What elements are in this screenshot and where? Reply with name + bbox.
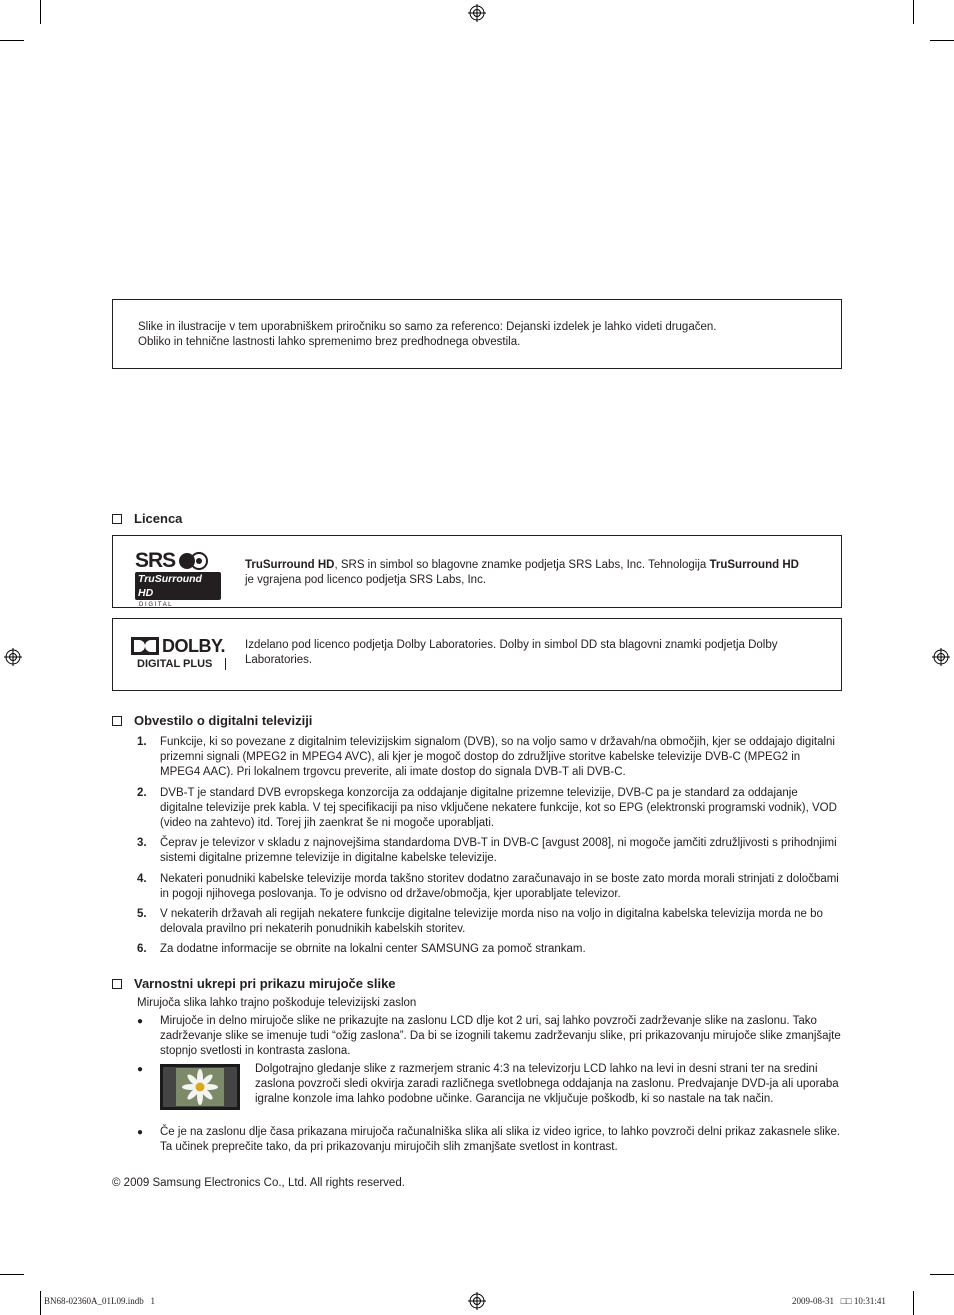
dolby-dd-icon (131, 637, 159, 655)
dolby-digital-plus-text: DIGITAL PLUS (131, 658, 226, 670)
bullet-item-1 (137, 1014, 842, 1060)
bullet-3-text: Če je na zaslonu dlje časa prikazana mirujoča računalniška slika ali slika iz video igrice, to lahko povzroči delni prikaz zakasnele slike. Ta učinek preprečite tako, da pri prikazovanju mirujočih slih zmanjšate svetlost in kontrast. (160, 1126, 841, 1154)
registration-mark-icon (4, 648, 22, 666)
registration-mark-icon (468, 4, 486, 22)
footer-file-name: BN68-02360A_01L09.indb 1 (44, 1296, 155, 1306)
crop-mark (40, 0, 41, 24)
bullet-dot: ● (137, 1016, 144, 1027)
crop-mark (0, 1274, 24, 1275)
crop-mark (930, 1274, 954, 1275)
bullet-item-3 (137, 1125, 842, 1157)
srs-text-a: , SRS in simbol so blagovne znamke podjetja SRS Labs, Inc. Tehnologija (334, 559, 710, 571)
footer-timestamp: 2009-08-31 □□ 10:31:41 (792, 1296, 886, 1306)
srs-license-text (245, 558, 835, 588)
license-heading (112, 511, 182, 526)
bullet-2-text: Dolgotrajno gledanje slike z razmerjem stranic 4:3 na televizorju LCD lahko na levi in desni strani ter na sredini zaslona povzroči sledi okvirja zaradi različnega svetlobnega oddajanja na zaslonu. Predvajanje DVD-ja ali uporaba igralne konzole ima lahko podobne učinke. Garancija ne vključuje poškodb, ki so nastale na tak način. (255, 1063, 839, 1106)
dolby-logo (131, 637, 231, 675)
crop-mark (40, 1291, 41, 1315)
bullet-1-text: Mirujoče in delno mirujoče slike ne prikazujte na zaslonu LCD dlje kot 2 uri, saj lahko povzroči zadrževanje slike na zaslonu. Tako zadrževanje slike se imenuje tudi “ožig zaslona”. Da bi se izognili takemu zadrževanju slike, pri prikazovanju mirujoče slike zmanjšajte stopnjo svetlosti in kontrasta zaslona. (160, 1015, 841, 1058)
dolby-license-text: Izdelano pod licenco podjetja Dolby Laboratories. Dolby in simbol DD sta blagovni znamki podjetja Dolby Laboratories. (245, 639, 778, 666)
bullet-item-2 (137, 1062, 842, 1124)
srs-brand-1: TruSurround HD (245, 559, 335, 571)
srs-logo (135, 549, 225, 608)
srs-text-b: je vgrajena pod licenco podjetja SRS Labs, Inc. (245, 574, 487, 586)
tv-flower-image (160, 1064, 240, 1110)
still-image-heading-text: Varnostni ukrepi pri prikazu mirujoče slike (134, 976, 396, 991)
crop-mark (913, 0, 914, 24)
list-item: 3. Čeprav je televizor v skladu z najnovejšima standardoma DVB-T in DVB-C [avgust 2008], ni mogoče jamčiti združljivosti s prihodnjimi sistemi digitalne prizemne televizije in digitalne kabelske televizije. (137, 837, 837, 865)
list-item: 4. Nekateri ponudniki kabelske televizije morda takšno storitev dodatno zaračunavajo in se boste zato morda morali strinjati z določbami in pogoji njihovega poslovanja. To je odvisno od države/območja, kjer uporabljate televizor. (137, 872, 839, 900)
srs-circle-icon (177, 552, 211, 570)
license-heading-text: Licenca (134, 511, 183, 526)
registration-mark-icon (468, 1292, 486, 1310)
list-item: 1. Funkcije, ki so povezane z digitalnim televizijskim signalom (DVB), so na voljo samo v državah/na območjih, kjer se oddajajo digitalni prizemni signali (MPEG2 in MPEG4 AVC), ali kjer je mogoč dostop do združljive storitve kabelske televizije DVB-C (MPEG2 in MPEG4 AAC). Pri lokalnem trgovcu preverite, ali imate dostop do signala DVB-T ali DVB-C. (137, 736, 835, 779)
checkbox-square-icon (112, 514, 122, 524)
checkbox-square-icon (112, 716, 122, 726)
crop-mark (0, 40, 24, 41)
disclaimer-line-1: Slike in ilustracije v tem uporabniškem priročniku so samo za referenco: Dejanski izdelek je lahko videti drugačen. (138, 321, 717, 333)
srs-trusurround-badge: TruSurround HD (135, 572, 221, 600)
still-image-heading (112, 976, 396, 991)
srs-brand-2: TruSurround HD (709, 559, 799, 571)
dolby-license-box (112, 618, 842, 691)
still-image-intro: Mirujoča slika lahko trajno poškoduje televizijski zaslon (137, 997, 417, 1009)
crop-mark (930, 40, 954, 41)
list-item: 2. DVB-T je standard DVB evropskega konzorcija za oddajanje digitalne prizemne televizije, DVB-C pa je standard za oddajanje digitalne televizije prek kabla. V tej specifikaciji pa niso vključene nekatere funkcije, kot so EPG (elektronski programski vodnik), VOD (video na zahtevo) itd. Torej jih zaenkrat še ni mogoče uporabljati. (137, 786, 837, 830)
dvb-heading (112, 713, 312, 728)
bullet-dot: ● (137, 1127, 144, 1138)
dvb-heading-text: Obvestilo o digitalni televiziji (134, 713, 313, 728)
disclaimer-box (112, 299, 842, 369)
srs-digital-text: D I G I T A L (139, 602, 172, 608)
bullet-dot: ● (137, 1064, 144, 1075)
dvb-list (137, 735, 842, 963)
copyright: © 2009 Samsung Electronics Co., Ltd. All rights reserved. (112, 1177, 405, 1189)
list-item: 6. Za dodatne informacije se obrnite na lokalni center SAMSUNG za pomoč strankam. (137, 943, 586, 956)
srs-license-box (112, 535, 842, 608)
dolby-logo-text: DOLBY. (162, 636, 226, 656)
registration-mark-icon (932, 648, 950, 666)
disclaimer-line-2: Obliko in tehnične lastnosti lahko spremenimo brez predhodnega obvestila. (138, 336, 521, 348)
list-item: 5. V nekaterih državah ali regijah nekatere funkcije digitalne televizije morda niso na voljo in digitalna kabelska televizija morda ne bo delovala pravilno pri nekaterih ponudnikih kabelskih storitev. (137, 908, 823, 936)
crop-mark (913, 1291, 914, 1315)
checkbox-square-icon (112, 979, 122, 989)
srs-logo-text: SRS (135, 549, 176, 572)
